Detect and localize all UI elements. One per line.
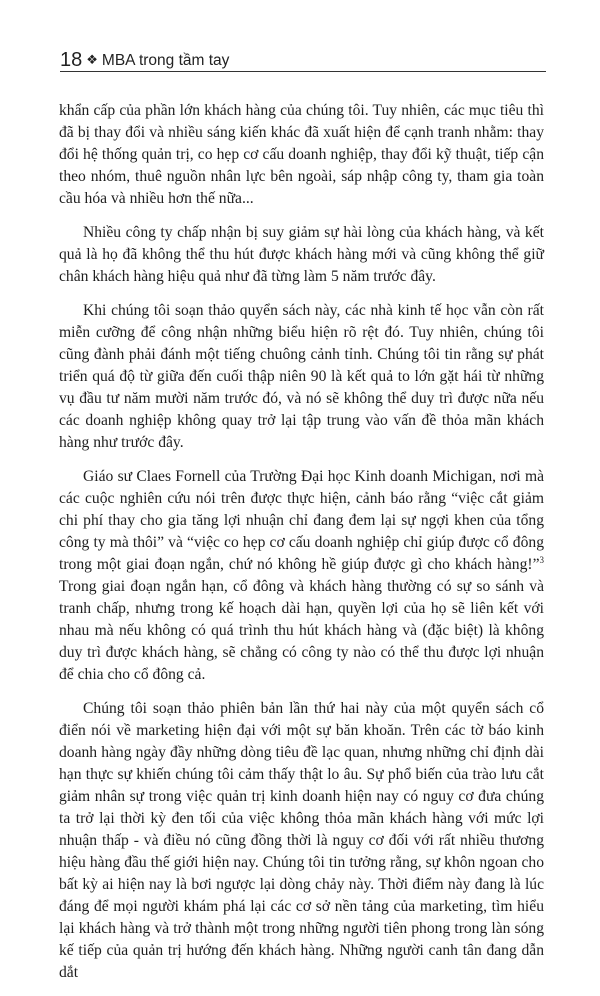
paragraph: Nhiều công ty chấp nhận bị suy giảm sự hài lòng của khách hàng, và kết quả là họ đã không thể thu hút được khách hàng mới và cũng không thể giữ chân khách hàng hiệu quả như đã từng làm 5 năm trước đây. bbox=[59, 224, 544, 285]
page-number: 18 bbox=[60, 49, 83, 71]
page-body bbox=[59, 100, 544, 996]
paragraph: Khi chúng tôi soạn thảo quyển sách này, các nhà kinh tế học vẫn còn rất miễn cưỡng để công nhận những biểu hiện rõ rệt đó. Tuy nhiên, chúng tôi cũng đành phải đánh một tiếng chuông cảnh tỉnh. Chúng tôi tin rằng sự phát triển quá độ từ giữa đến cuối thập niên 90 là kết quả to lớn gặt hái từ những vụ đầu tư năm mười năm trước đó, và nó sẽ không thể duy trì được nữa nếu các doanh nghiệp không quay trở lại tập trung vào vấn đề thỏa mãn khách hàng như trước đây. bbox=[59, 302, 544, 451]
paragraph-text-after-note: Trong giai đoạn ngắn hạn, cổ đông và khách hàng thường có sự so sánh và tranh chấp, nhưng trong kế hoạch dài hạn, quyền lợi của họ sẽ liên kết với nhau mà nếu không có quá trình thu hút khách hàng và (đặc biệt) là không duy trì được khách hàng, sẽ chẳng có công ty nào có thể thu được lợi nhuận để chia cho cổ đông cả. bbox=[59, 578, 544, 683]
footnote-marker: 3 bbox=[539, 554, 544, 565]
paragraph: Chúng tôi soạn thảo phiên bản lần thứ hai này của một quyển sách cổ điển nói về marketing hiện đại với một sự băn khoăn. Trên các tờ báo kinh doanh hàng ngày đầy những dòng tiêu đề lạc quan, nhưng những chỉ định dài hạn thực sự khiến chúng tôi cảm thấy thật lo âu. Sự phổ biến của trào lưu cắt giảm nhân sự trong việc quản trị kinh doanh hiện nay có nguy cơ đưa chúng ta trở lại thời kỳ đen tối của việc không thỏa mãn khách hàng với mức lợi nhuận thấp - và điều nó cũng đồng thời là nguy cơ đối với rất nhiều thương hiệu hàng đầu thế giới hiện nay. Chúng tôi tin tưởng rằng, sự khôn ngoan cho bất kỳ ai hiện nay là bơi ngược lại dòng chảy này. Thời điểm này đang là lúc đáng để mọi người khám phá lại các cơ sở nền tảng của marketing, tìm hiểu lại khách hàng và trở thành một trong những người tiên phong trong làn sóng kế tiếp của quản trị hướng đến khách hàng. Những người canh tân đang dẫn dắt bbox=[59, 700, 544, 981]
diamond-ornament-icon: ❖ bbox=[86, 52, 98, 67]
book-title: MBA trong tầm tay bbox=[101, 52, 230, 69]
running-header bbox=[60, 44, 546, 70]
paragraph-continuation: khẩn cấp của phần lớn khách hàng của chúng tôi. Tuy nhiên, các mục tiêu thì đã bị thay đổi và nhiều sáng kiến khác đã xuất hiện để cạnh tranh nhằm: thay đổi hệ thống quản trị, co hẹp cơ cấu doanh nghiệp, thay đổi kỹ thuật, tiếp cận theo nhóm, thuê nguồn nhân lực bên ngoài, sáp nhập công ty, tham gia toàn cầu hóa và nhiều hơn thế nữa... bbox=[59, 102, 544, 207]
paragraph-with-footnote bbox=[59, 466, 544, 686]
header-rule bbox=[60, 71, 546, 72]
paragraph-text-before-note: Giáo sư Claes Fornell của Trường Đại học Kinh doanh Michigan, nơi mà các cuộc nghiên cứu nói trên được thực hiện, cảnh báo rằng “việc cắt giảm chi phí thay cho gia tăng lợi nhuận chỉ đang đem lại sự ngợi khen của tổng công ty mà thôi” và “việc co hẹp cơ cấu doanh nghiệp chỉ giúp được cổ đông trong một giai đoạn ngắn, chứ nó không hề giúp được gì cho khách hàng!” bbox=[59, 468, 544, 573]
